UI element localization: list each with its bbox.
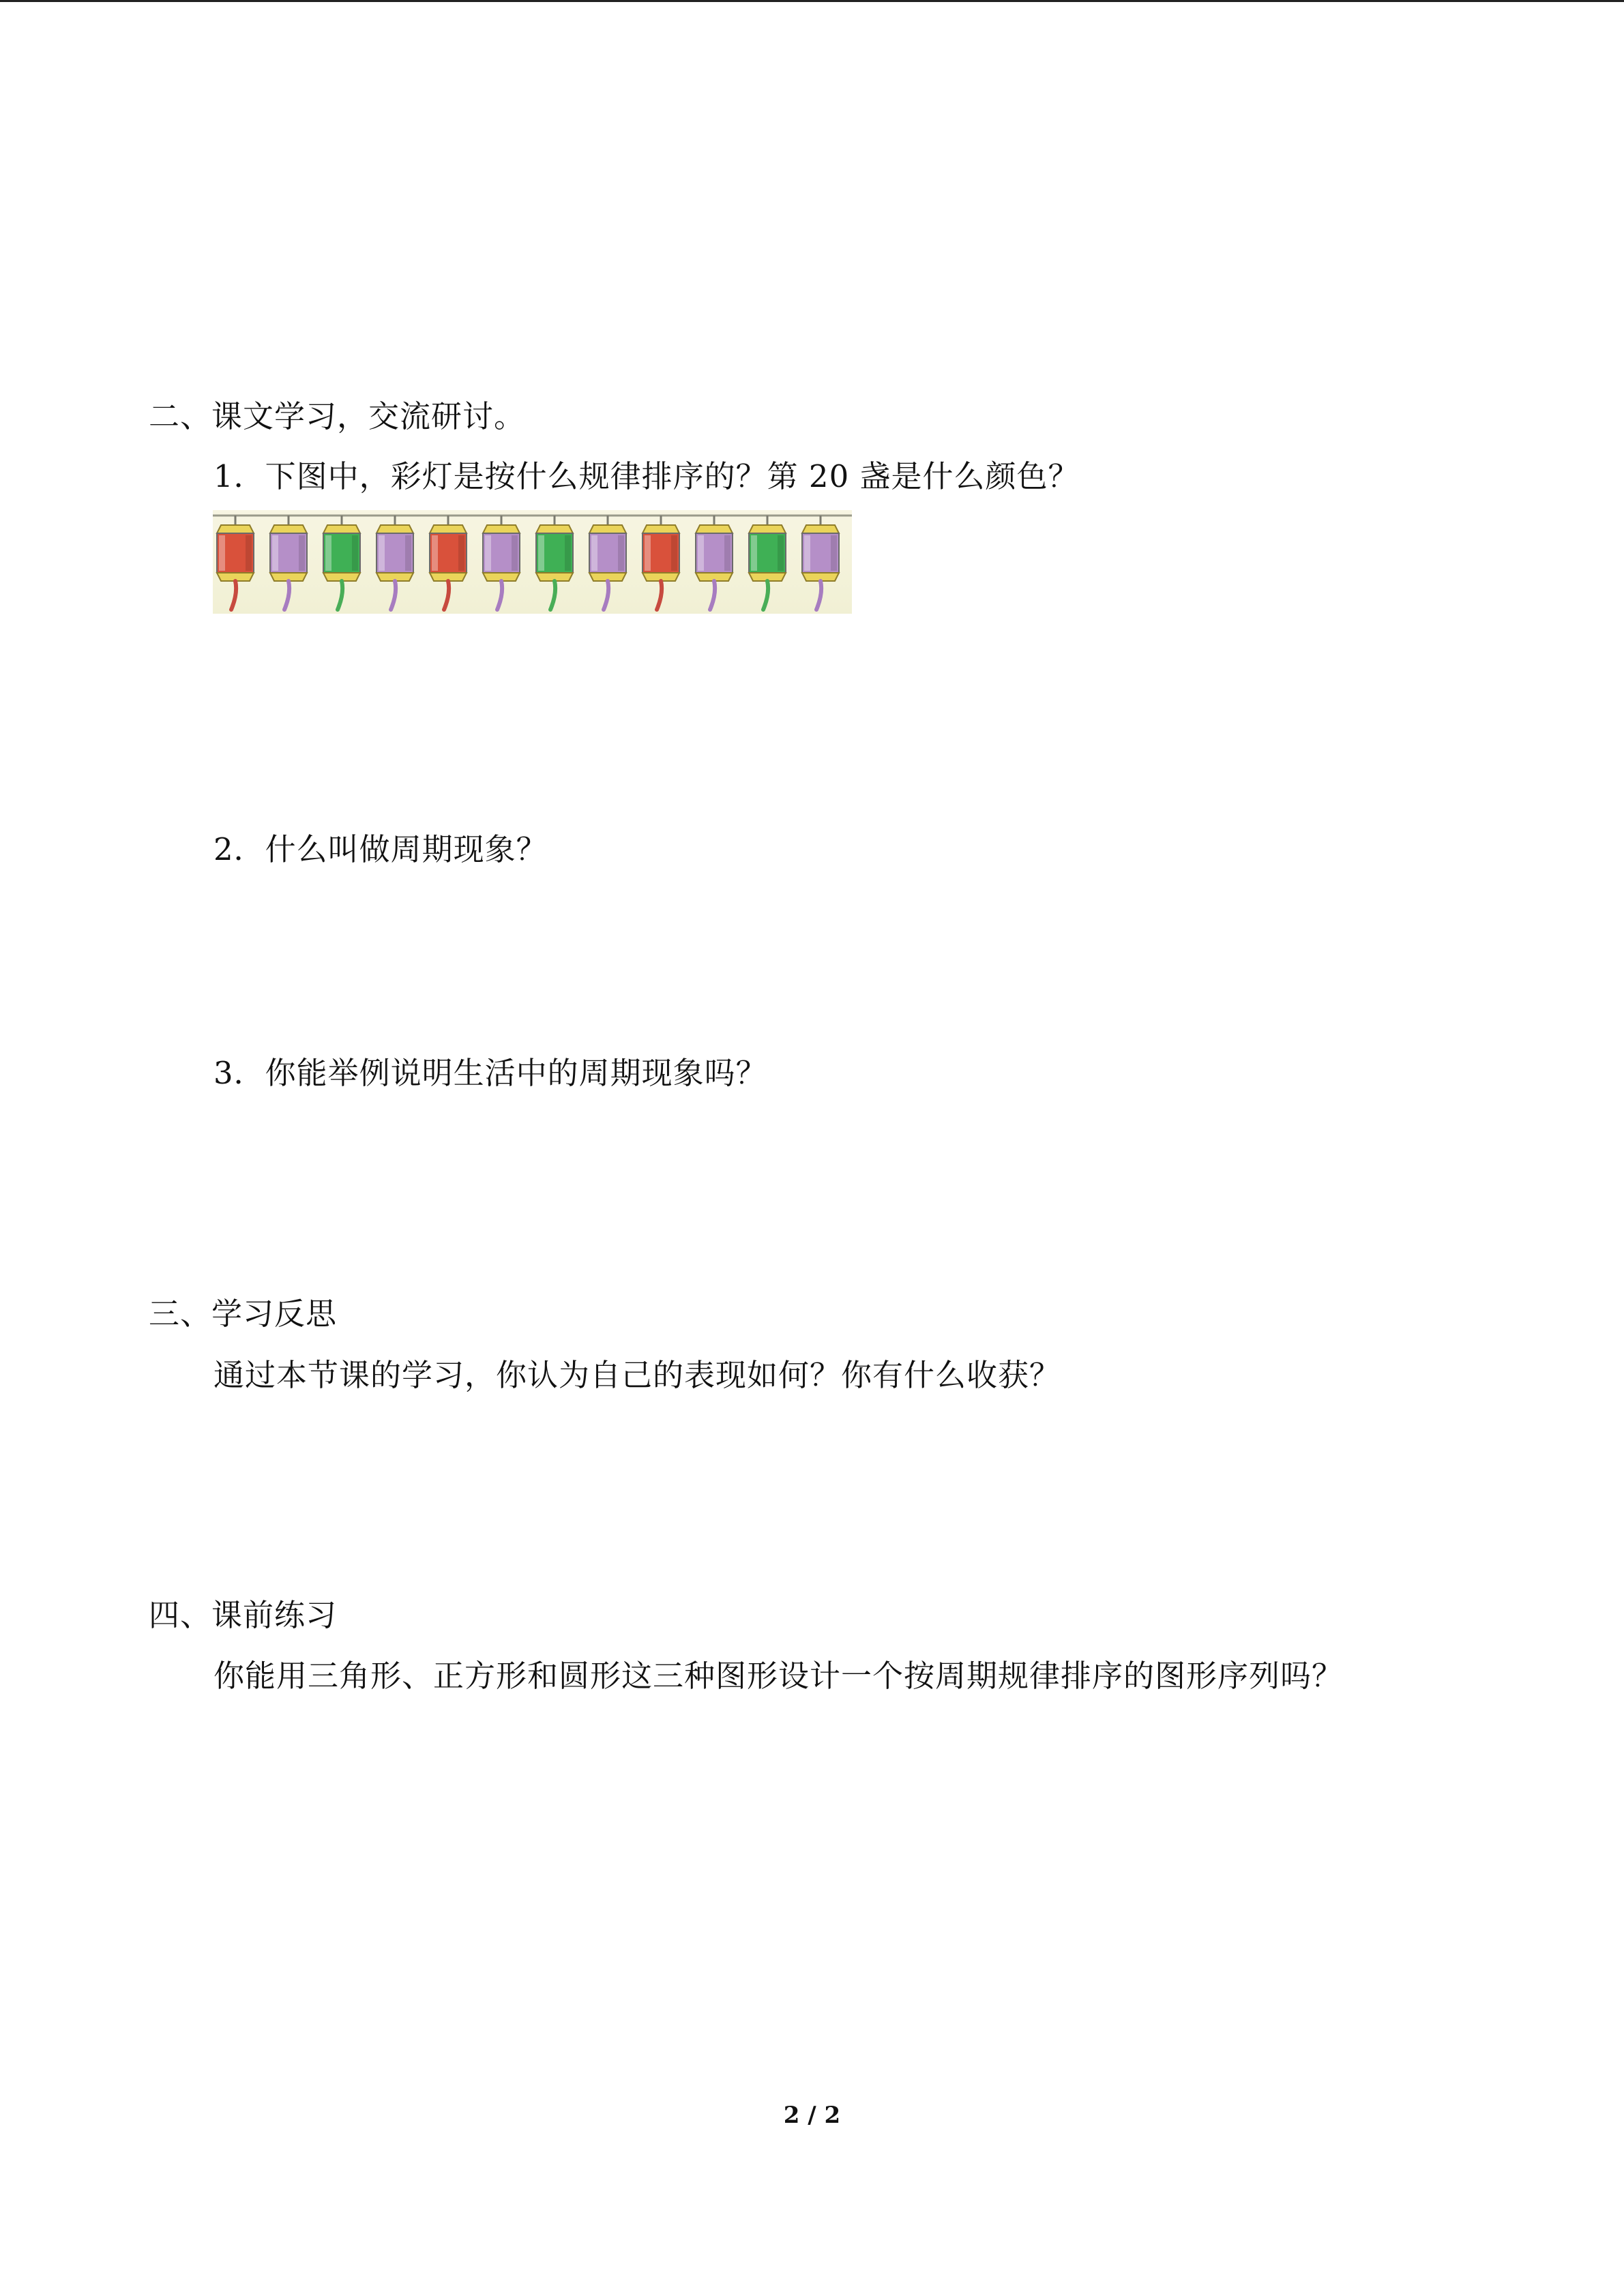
lantern-7 <box>536 516 573 610</box>
lantern-8 <box>589 516 626 610</box>
lantern-4 <box>377 516 413 610</box>
question-1: 1．下图中，彩灯是按什么规律排序的？第 20 盏是什么颜色？ <box>213 458 1080 494</box>
lantern-1 <box>217 516 254 610</box>
lantern-12 <box>802 516 839 610</box>
section-2-heading: 二、课文学习，交流研讨。 <box>149 398 526 434</box>
lantern-3 <box>323 516 360 610</box>
lantern-6 <box>483 516 520 610</box>
practice-prompt: 你能用三角形、正方形和圆形这三种图形设计一个按周期规律排序的图形序列吗？ <box>213 1658 1344 1694</box>
lantern-2 <box>270 516 307 610</box>
question-3: 3．你能举例说明生活中的周期现象吗？ <box>213 1055 767 1091</box>
lantern-11 <box>749 516 786 610</box>
reflection-prompt: 通过本节课的学习，你认为自己的表现如何？你有什么收获？ <box>213 1357 1061 1393</box>
lantern-5 <box>430 516 467 610</box>
lantern-row-image <box>213 510 852 614</box>
section-4-heading: 四、课前练习 <box>149 1597 338 1633</box>
lantern-row-svg <box>213 510 852 614</box>
page-number: 2 / 2 <box>783 2102 841 2129</box>
lantern-10 <box>696 516 733 610</box>
page-top-border <box>0 0 1624 2</box>
section-3-heading: 三、学习反思 <box>149 1296 338 1332</box>
question-2: 2．什么叫做周期现象？ <box>213 831 548 867</box>
lantern-9 <box>643 516 679 610</box>
